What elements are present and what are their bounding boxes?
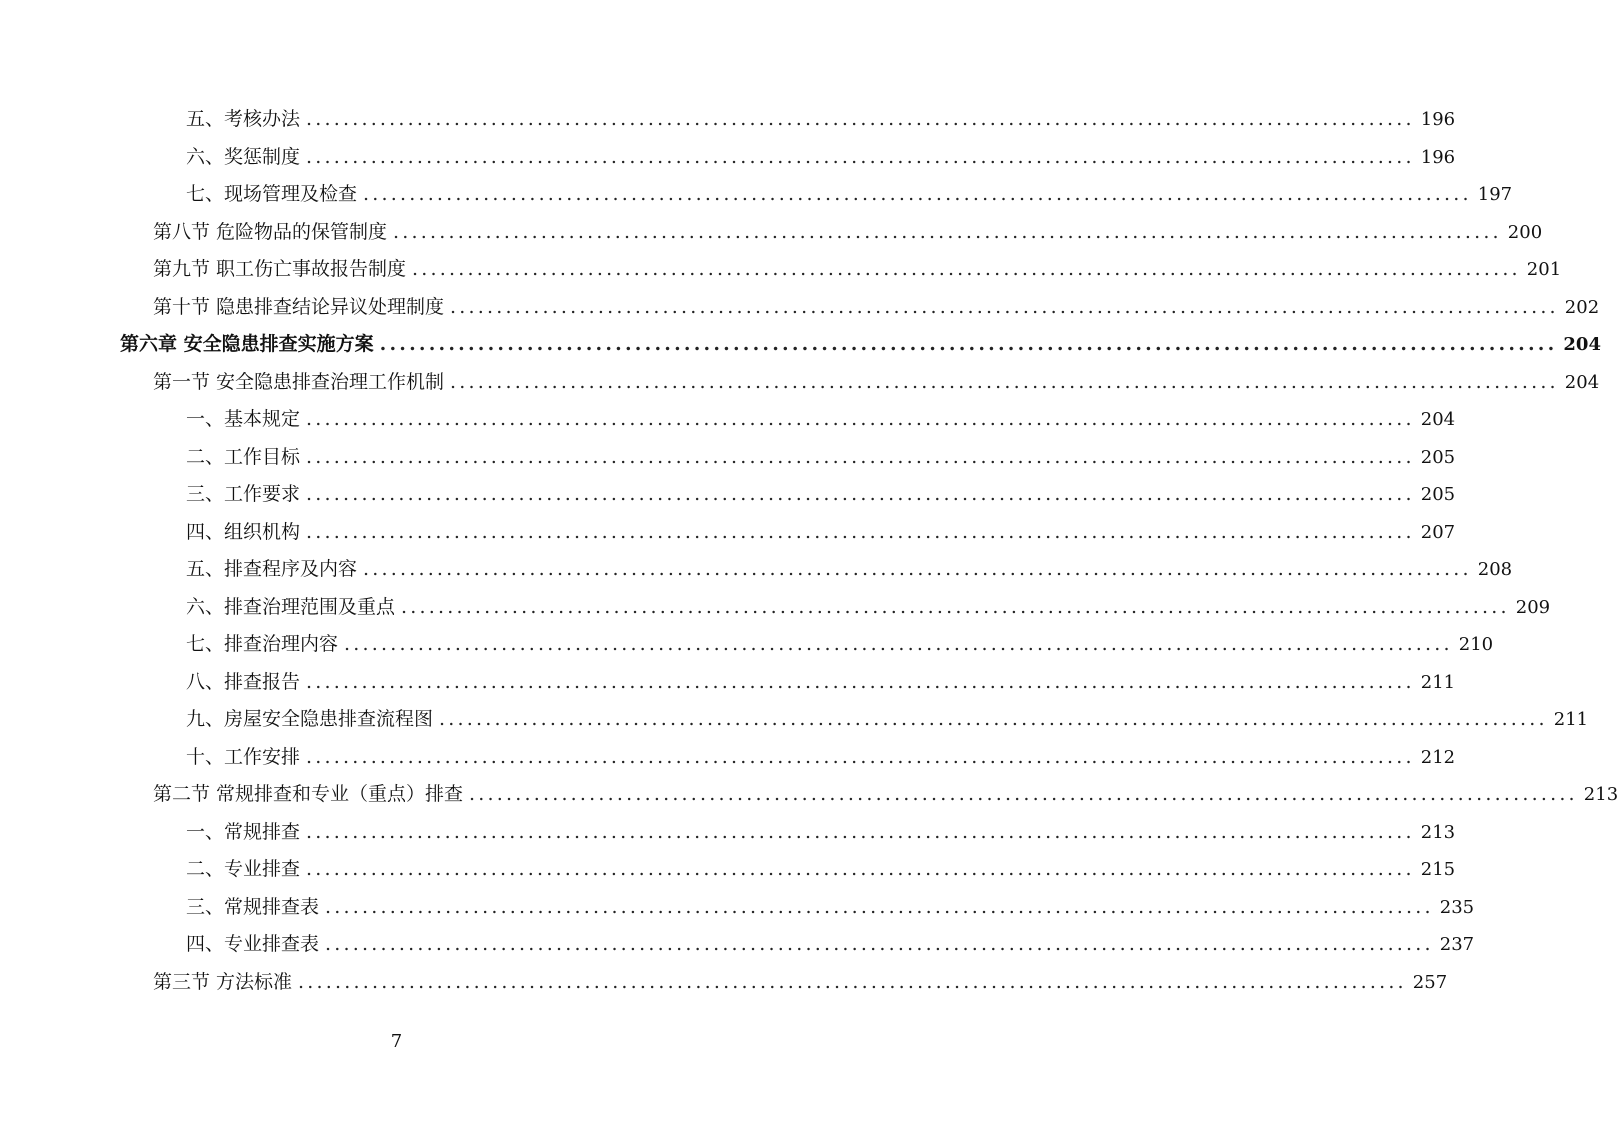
toc-entry-page: 213	[1420, 821, 1456, 843]
leader-dots: ........................................................................................................................	[306, 745, 1415, 768]
toc-entry-label: 一、基本规定	[186, 408, 301, 430]
toc-entry-page: 237	[1439, 934, 1475, 955]
toc-entry[interactable]	[186, 139, 1456, 176]
toc-entry-label: 第九节 职工伤亡事故报告制度	[153, 258, 407, 280]
toc-entry-label: 四、组织机构	[186, 520, 301, 543]
toc-entry-page: 200	[1507, 221, 1543, 243]
toc-entry-label: 第十节 隐患排查结论异议处理制度	[153, 295, 445, 318]
leader-dots: ........................................................................................................................	[412, 258, 1521, 280]
leader-dots: ........................................................................................................................	[363, 183, 1472, 205]
toc-entry[interactable]	[186, 851, 1456, 888]
leader-dots: ........................................................................................................................	[401, 595, 1510, 618]
toc-entry[interactable]	[186, 476, 1456, 513]
leader-dots: ........................................................................................................................	[306, 445, 1415, 468]
toc-entry-label: 五、考核办法	[186, 108, 301, 130]
toc-entry-label: 六、奖惩制度	[186, 145, 301, 168]
leader-dots: ........................................................................................................................	[325, 895, 1434, 918]
toc-entry-page: 235	[1439, 896, 1475, 918]
leader-dots: ........................................................................................................................	[450, 295, 1559, 318]
toc-entry-label: 二、工作目标	[186, 445, 301, 468]
toc-entry[interactable]	[186, 926, 1475, 963]
toc-entry[interactable]	[186, 176, 1513, 213]
leader-dots: ........................................................................................................................	[363, 558, 1472, 580]
toc-entry[interactable]	[153, 289, 1600, 326]
leader-dots: ........................................................................................................................	[306, 408, 1415, 430]
leader-dots: ........................................................................................................................	[306, 108, 1415, 130]
leader-dots: ........................................................................................................................	[393, 220, 1502, 243]
toc-entry-page: 196	[1420, 146, 1456, 168]
toc-entry[interactable]	[186, 664, 1456, 701]
toc-entry[interactable]	[186, 701, 1589, 738]
toc-entry-label: 三、常规排查表	[186, 895, 320, 918]
toc-entry[interactable]	[153, 776, 1618, 813]
toc-entry[interactable]	[186, 551, 1513, 588]
toc-entry-label: 五、排查程序及内容	[186, 558, 358, 580]
toc-entry-page: 208	[1477, 559, 1513, 580]
page-number: 7	[390, 1031, 403, 1052]
toc-entry-page: 196	[1420, 109, 1456, 130]
toc-entry-label: 第一节 安全隐患排查治理工作机制	[153, 370, 445, 393]
toc-entry-label: 四、专业排查表	[186, 933, 320, 955]
toc-entry-page: 211	[1420, 671, 1456, 693]
toc-entry[interactable]	[153, 964, 1448, 1001]
leader-dots: ........................................................................................................................	[439, 708, 1548, 730]
toc-entry[interactable]	[186, 739, 1456, 776]
toc-entry[interactable]	[153, 251, 1562, 288]
leader-dots: ........................................................................................................................	[344, 633, 1453, 655]
toc-entry-label: 六、排查治理范围及重点	[186, 595, 396, 618]
toc-entry-label: 第六章 安全隐患排查实施方案	[120, 333, 374, 355]
toc-entry-page: 201	[1526, 259, 1562, 280]
toc-entry-page: 197	[1477, 184, 1513, 205]
toc-entry-page: 209	[1515, 596, 1551, 618]
toc-entry[interactable]	[186, 439, 1456, 476]
toc-entry-page: 210	[1458, 634, 1494, 655]
toc-entry-label: 第八节 危险物品的保管制度	[153, 220, 388, 243]
toc-entry[interactable]	[153, 364, 1600, 401]
toc-entry-page: 204	[1420, 409, 1456, 430]
leader-dots: ........................................................................................................................	[379, 333, 1558, 355]
toc-entry-page: 213	[1583, 784, 1618, 805]
toc-entry-page: 215	[1420, 859, 1456, 880]
toc-entry-page: 205	[1420, 484, 1456, 505]
leader-dots: ........................................................................................................................	[306, 483, 1415, 505]
toc-entry[interactable]	[186, 101, 1456, 138]
leader-dots: ........................................................................................................................	[469, 783, 1578, 805]
toc-entry-label: 七、排查治理内容	[186, 633, 339, 655]
toc-entry-label: 七、现场管理及检查	[186, 183, 358, 205]
leader-dots: ........................................................................................................................	[450, 370, 1559, 393]
toc-entry-page: 205	[1420, 446, 1456, 468]
toc-entry[interactable]	[186, 814, 1456, 851]
toc-entry[interactable]	[186, 889, 1475, 926]
toc-entry[interactable]	[186, 589, 1551, 626]
leader-dots: ........................................................................................................................	[306, 520, 1415, 543]
toc-entry-label: 一、常规排查	[186, 820, 301, 843]
toc-entry-page: 204	[1564, 371, 1600, 393]
toc-entry-page: 211	[1553, 709, 1589, 730]
toc-entry[interactable]	[186, 626, 1494, 663]
toc-entry-label: 十、工作安排	[186, 745, 301, 768]
toc-entry-label: 第二节 常规排查和专业（重点）排查	[153, 783, 464, 805]
toc-entry[interactable]	[186, 514, 1456, 551]
toc-entry[interactable]	[153, 214, 1543, 251]
toc-entry-page: 202	[1564, 296, 1600, 318]
toc-entry-page: 212	[1420, 746, 1456, 768]
toc-entry-page: 204	[1563, 334, 1601, 355]
leader-dots: ........................................................................................................................	[325, 933, 1434, 955]
toc-entry-label: 九、房屋安全隐患排查流程图	[186, 708, 434, 730]
toc-entry-page: 207	[1420, 521, 1456, 543]
leader-dots: ........................................................................................................................	[306, 858, 1415, 880]
leader-dots: ........................................................................................................................	[306, 820, 1415, 843]
toc-entry-label: 二、专业排查	[186, 858, 301, 880]
toc-entry-label: 八、排查报告	[186, 670, 301, 693]
toc-entry-label: 第三节 方法标准	[153, 970, 293, 993]
toc-entry[interactable]	[186, 401, 1456, 438]
leader-dots: ........................................................................................................................	[298, 970, 1407, 993]
toc-entry[interactable]	[120, 326, 1601, 363]
leader-dots: ........................................................................................................................	[306, 670, 1415, 693]
toc-entry-page: 257	[1412, 971, 1448, 993]
toc-entry-label: 三、工作要求	[186, 483, 301, 505]
leader-dots: ........................................................................................................................	[306, 145, 1415, 168]
